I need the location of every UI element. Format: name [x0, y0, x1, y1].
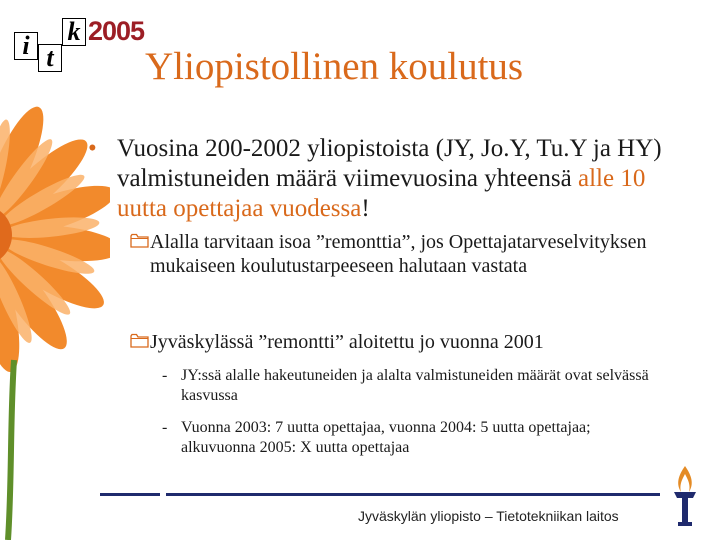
sub-bullet-text: Alalla tarvitaan isoa ”remonttia”, jos Opettajatarveselvityksen mukaiseen koulutustarpeeseen halutaan vastata [150, 231, 647, 277]
logo-letter: i [14, 32, 38, 60]
itk-logo [10, 14, 145, 76]
sub-sub-bullet [162, 418, 662, 458]
footer-divider-gap [160, 492, 166, 497]
main-bullet-highlight: alle 10 uutta opettajaa vuodessa [117, 165, 646, 222]
main-bullet [88, 134, 688, 224]
footer-divider [100, 493, 660, 496]
torch-logo-icon [668, 462, 702, 528]
gerbera-flower-image [0, 60, 110, 540]
main-bullet-text [117, 134, 688, 224]
slide-title: Yliopistollinen koulutus [145, 45, 524, 88]
logo-letter: t [38, 44, 62, 72]
sub-sub-bullet-text: Vuonna 2003: 7 uutta opettajaa, vuonna 2004: 5 uutta opettajaa; alkuvuonna 2005: X uutta opettajaa [181, 419, 591, 456]
sub-sub-bullet-text: JY:ssä alalle hakeutuneiden ja alalta valmistuneiden määrät ovat selvässä kasvussa [181, 367, 649, 404]
logo-letter: k [62, 18, 86, 46]
sub-bullet-text: Jyväskylässä ”remontti” aloitettu jo vuonna 2001 [150, 331, 544, 353]
main-bullet-text-start: Vuosina 200-2002 yliopistoista (JY, Jo.Y, Tu.Y ja HY) valmistuneiden määrä viimevuosina yhteensä [117, 135, 662, 192]
main-bullet-text-end: ! [361, 195, 370, 222]
dash-marker: - [162, 367, 168, 384]
bullet-marker: • [88, 135, 97, 162]
sub-bullet [130, 230, 675, 278]
dash-marker: - [162, 419, 168, 436]
footer-text: Jyväskylän yliopisto – Tietotekniikan laitos [358, 508, 619, 524]
folder-icon [130, 233, 149, 248]
logo-year: 2005 [88, 16, 145, 46]
sub-sub-bullet [162, 366, 662, 406]
folder-icon [130, 333, 149, 348]
sub-bullet [130, 330, 675, 354]
